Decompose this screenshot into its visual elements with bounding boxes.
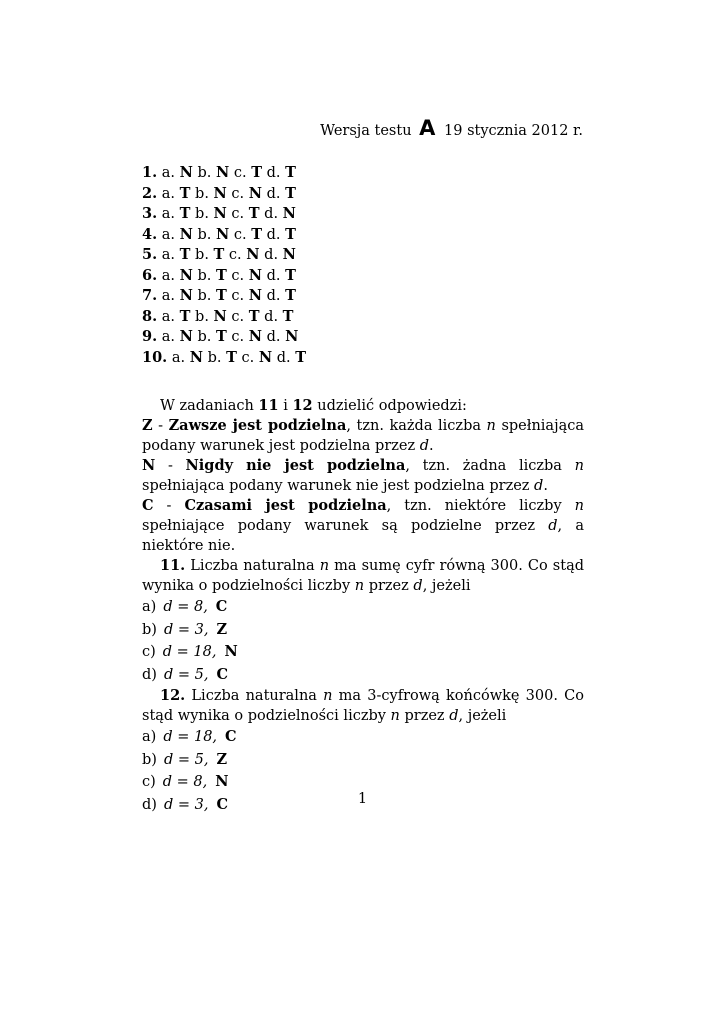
option-answer: Z [216,620,228,638]
option-answer: C [215,598,228,615]
answer-value: T [285,225,296,243]
option-letter: d. [259,308,283,325]
definition-n: N - Nigdy nie jest podzielna, tzn. żadna liczba n spełniająca podany warunek nie jest podzielna przez d. [142,457,584,494]
definition-z: Z - Zawsze jest podzielna, tzn. każda liczba n spełniająca podany warunek jest podzielna przez d. [142,417,584,454]
answer-value: T [216,266,227,284]
answer-value: T [285,266,296,284]
option-letter: a. [157,247,180,263]
answer-row [142,286,306,307]
version-letter: A [419,116,436,140]
answer-value: N [248,184,263,202]
answer-value: T [216,287,227,304]
answer-value: N [179,287,193,304]
option-letter: a. [157,288,180,304]
answer-row [142,225,306,246]
option-condition: d = 5, [163,666,209,683]
answer-value: N [179,225,193,243]
option-label: d) [142,666,157,683]
option-letter: c. [226,267,249,284]
answer-value: T [285,164,296,181]
question-number: 4. [142,225,158,243]
option-letter: b. [190,308,214,325]
option-letter: a. [167,349,190,366]
answer-row [142,204,306,225]
option-letter: c. [229,165,252,181]
question-number: 10. [142,348,168,366]
answer-row [142,184,306,205]
answer-value: T [213,246,225,263]
option-letter: a. [157,185,180,202]
option-letter: c. [226,329,249,345]
option-letter: d. [262,329,286,345]
question-number: 1. [142,164,158,181]
answer-value: N [248,287,263,304]
question-number: 2. [142,184,158,202]
option-label: d) [142,796,157,813]
option-letter: d. [262,226,286,243]
answer-value: T [179,205,191,222]
option-letter: a. [157,308,180,325]
answer-value: N [282,205,296,222]
option-letter: b. [192,267,216,284]
answer-value: N [216,164,230,181]
option-letter: d. [262,267,286,284]
test-header [320,116,583,140]
answer-value: T [216,328,227,345]
option-letter: b. [192,226,216,243]
option-letter: c. [226,185,249,202]
option-row [142,596,584,619]
option-letter: c. [229,226,252,243]
question-number: 5. [142,246,158,263]
option-letter: b. [202,349,227,366]
option-label: b) [142,751,157,768]
option-answer: C [216,795,228,813]
answer-value: N [179,266,193,284]
option-label: c) [142,774,156,790]
version-label: Wersja testu [320,123,412,139]
option-letter: a. [157,226,180,243]
option-letter: d. [262,185,286,202]
answer-value: N [282,246,296,263]
option-label: a) [142,599,157,615]
option-letter: b. [190,247,214,263]
answer-value: N [189,348,203,366]
option-letter: b. [192,165,216,181]
open-questions-section [142,396,584,816]
option-letter: d. [259,247,283,263]
option-letter: a. [157,206,180,222]
answer-value: T [251,225,263,243]
answer-value: T [179,246,191,263]
option-row [142,619,584,642]
option-row [142,664,584,687]
answer-value: N [248,266,263,284]
page-number: 1 [357,791,368,807]
option-answer: C [225,728,237,745]
option-letter: c. [226,206,249,222]
question-number: 6. [142,266,158,284]
option-letter: c. [226,308,249,325]
option-label: a) [142,729,157,745]
option-letter: b. [192,329,216,345]
option-condition: d = 18, [163,729,218,745]
question-number: 3. [142,205,158,222]
option-letter: d. [272,349,296,366]
instructions: W zadaniach 11 i 12 udzielić odpowiedzi: [160,397,467,414]
option-condition: d = 5, [163,751,209,768]
answer-value: T [295,348,307,366]
answer-value: N [179,328,193,345]
option-row [142,641,584,664]
answer-value: N [258,348,273,366]
option-condition: d = 18, [162,644,217,660]
option-letter: c. [236,349,259,366]
answer-value: N [179,164,193,181]
answer-key [142,163,306,368]
answer-value: T [226,348,237,366]
definition-c: C - Czasami jest podzielna, tzn. niektóre liczby n spełniające podany warunek są podzielne przez d, a niektóre nie. [142,497,585,554]
question-number: 8. [142,307,158,325]
option-label: b) [142,621,157,638]
option-letter: d. [259,206,283,222]
problem-11-statement: 11. Liczba naturalna n ma sumę cyfr równą 300. Co stąd wynika o podzielności liczby n przez d, jeżeli [142,557,584,594]
answer-row [142,327,306,348]
option-answer: Z [216,750,228,768]
answer-value: T [248,307,260,325]
option-letter: c. [226,288,249,304]
option-answer: N [224,643,238,660]
option-condition: d = 3, [163,621,209,638]
option-condition: d = 8, [163,599,208,615]
answer-value: N [285,328,299,345]
option-answer: N [215,773,229,790]
answer-value: T [251,164,263,181]
answer-value: N [213,205,227,222]
answer-row [142,266,306,287]
option-row [142,749,584,772]
option-letter: d. [262,165,286,181]
problem-11 [142,556,584,686]
answer-value: T [179,184,191,202]
answer-value: T [179,307,191,325]
answer-row [142,307,306,328]
answer-value: N [246,246,260,263]
answer-value: N [248,328,263,345]
option-letter: b. [190,185,214,202]
option-letter: a. [157,165,180,181]
problem-12-statement: 12. Liczba naturalna n ma 3-cyfrową końcówkę 300. Co stąd wynika o podzielności liczby n przez d, jeżeli [142,687,584,724]
answer-value: T [285,184,296,202]
option-letter: a. [157,329,180,345]
answer-value: N [213,307,227,325]
option-condition: d = 3, [163,796,209,813]
test-date: 19 stycznia 2012 r. [444,123,583,139]
question-number: 9. [142,328,158,345]
answer-value: N [213,184,227,202]
answer-row [142,245,306,266]
option-letter: a. [157,267,180,284]
option-letter: d. [262,288,286,304]
answer-value: T [282,307,294,325]
problem-11-options [142,596,584,686]
option-condition: d = 8, [162,774,208,790]
option-row [142,726,584,749]
option-letter: b. [192,288,216,304]
answer-row [142,348,306,369]
answer-row [142,163,306,184]
option-answer: C [216,665,228,683]
option-letter: b. [190,206,214,222]
answer-value: T [285,287,296,304]
option-letter: c. [224,247,247,263]
answer-value: T [248,205,260,222]
task-ref-11: 11 [258,397,279,414]
answer-value: N [216,225,230,243]
task-ref-12: 12 [292,397,313,414]
option-label: c) [142,644,156,660]
question-number: 7. [142,287,158,304]
